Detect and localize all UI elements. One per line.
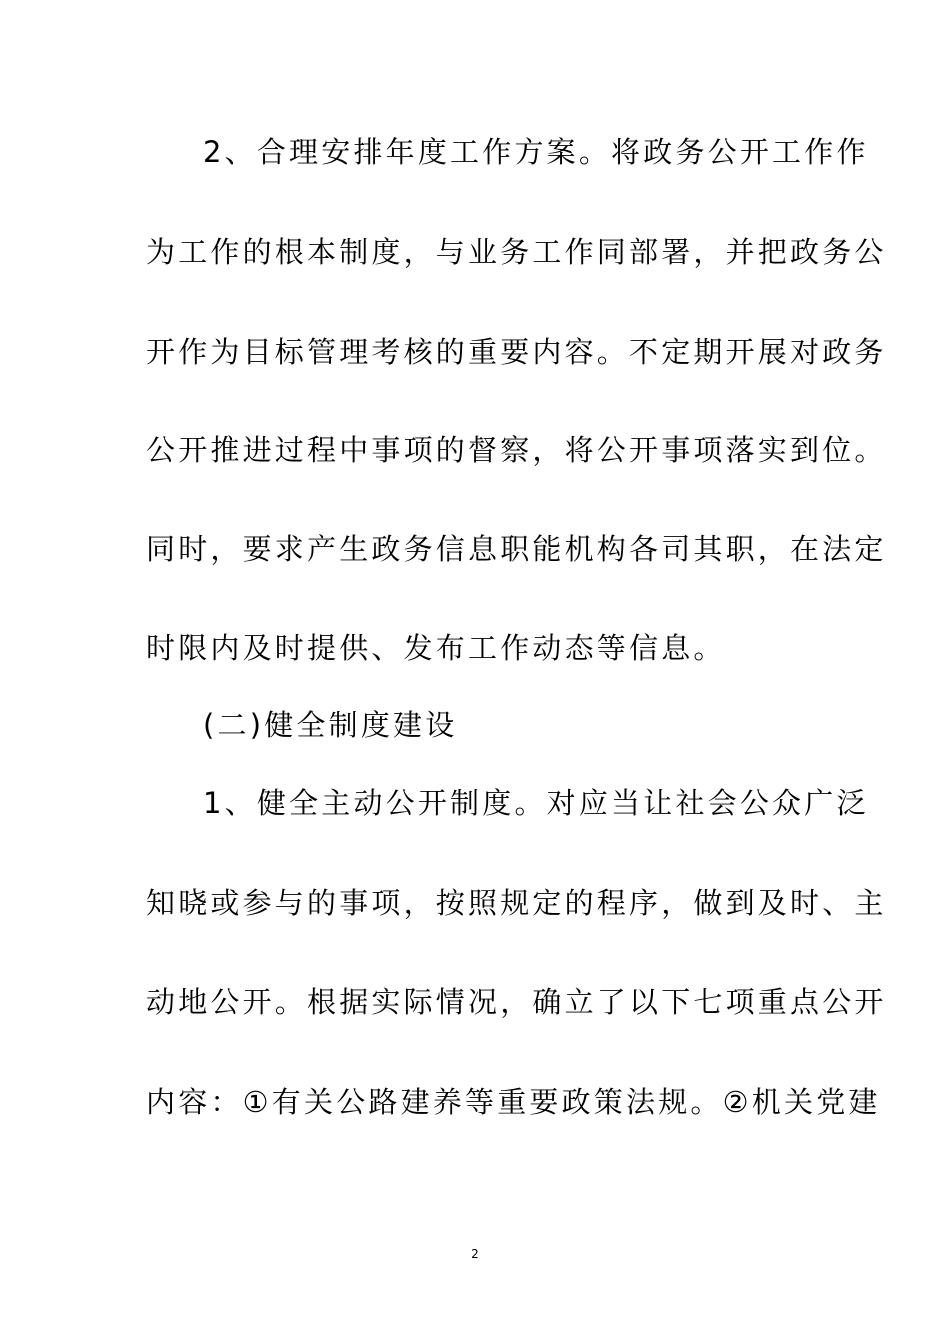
page-number: 2	[471, 1247, 479, 1261]
paragraph-line: 同时，要求产生政务信息职能机构各司其职，在法定	[146, 532, 887, 566]
paragraph-line: 公开推进过程中事项的督察，将公开事项落实到位。	[146, 433, 887, 467]
paragraph-line: 内容：①有关公路建养等重要政策法规。②机关党建	[146, 1085, 881, 1119]
paragraph-line: 知晓或参与的事项，按照规定的程序，做到及时、主	[146, 886, 887, 920]
paragraph-line: 2、合理安排年度工作方案。将政务公开工作作	[203, 135, 869, 169]
paragraph-line: 动地公开。根据实际情况，确立了以下七项重点公开	[146, 985, 887, 1019]
paragraph-line: 为工作的根本制度，与业务工作同部署，并把政务公	[146, 235, 887, 269]
paragraph-line: 开作为目标管理考核的重要内容。不定期开展对政务	[146, 335, 887, 369]
paragraph-line: 1、健全主动公开制度。对应当让社会公众广泛	[203, 786, 869, 820]
section-heading: (二)健全制度建设	[203, 708, 458, 742]
paragraph-line: 时限内及时提供、发布工作动态等信息。	[146, 631, 726, 665]
